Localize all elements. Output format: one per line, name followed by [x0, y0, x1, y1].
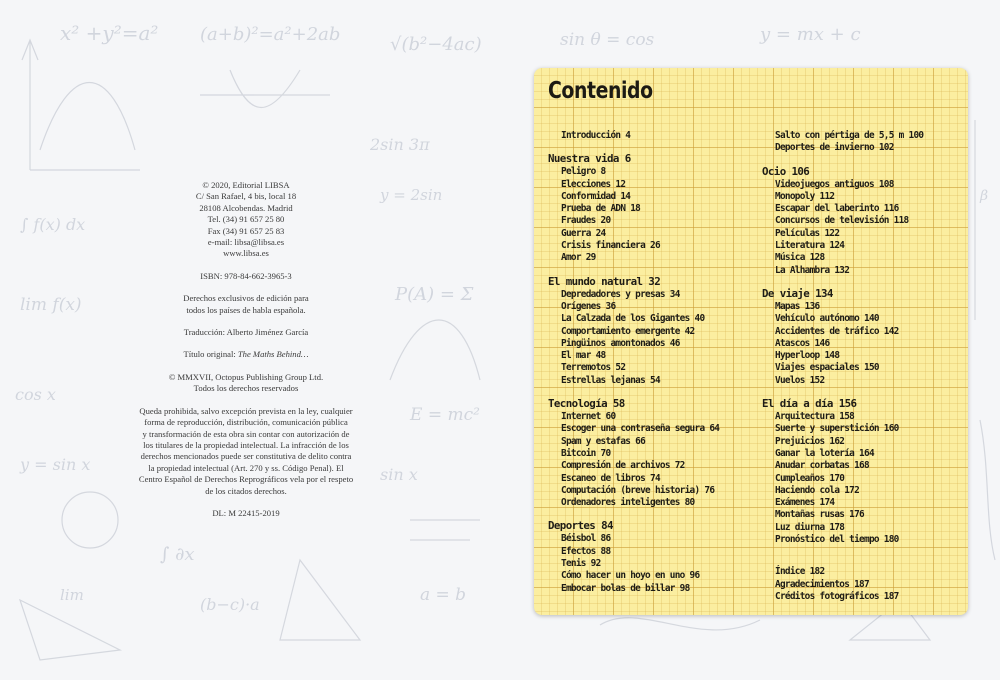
toc-item: Estrellas lejanas 54	[561, 374, 660, 386]
toc-section-heading: De viaje 134	[762, 286, 833, 300]
toc-item: Luz diurna 178	[775, 521, 845, 533]
legal-line: forma de reproducción, distribución, comunicación pública	[144, 417, 348, 428]
rights-line: Derechos exclusivos de edición para	[183, 293, 309, 304]
legal-notice	[128, 406, 364, 497]
toc-item: Anudar corbatas 168	[775, 460, 869, 472]
toc-section-el-dia-a-dia	[762, 397, 962, 546]
publisher-line: C/ San Rafael, 4 bis, local 18	[195, 191, 297, 202]
toc-item: Accidentes de tráfico 142	[775, 325, 899, 337]
svg-text:∫ f(x) dx: ∫ f(x) dx	[20, 215, 86, 234]
toc-item: La Alhambra 132	[775, 264, 850, 276]
toc-section-nuestra-vida	[548, 152, 753, 264]
svg-text:a = b: a = b	[420, 585, 467, 605]
svg-text:x² +y²=a²: x² +y²=a²	[60, 21, 159, 45]
toc-item: Internet 60	[561, 411, 616, 423]
legal-deposit	[128, 508, 364, 519]
toc-item: Películas 122	[775, 227, 840, 239]
toc-item: Amor 29	[561, 252, 596, 264]
svg-text:P(A) = Σ: P(A) = Σ	[395, 284, 474, 305]
toc-section-ocio	[762, 165, 962, 277]
contents-title: Contenido	[548, 78, 653, 104]
toc-item: Deportes de invierno 102	[775, 142, 894, 154]
toc-item: Concursos de televisión 118	[775, 215, 909, 227]
toc-item: Efectos 88	[561, 545, 611, 557]
toc-item: Haciendo cola 172	[775, 484, 860, 496]
toc-section-deportes	[548, 519, 753, 594]
svg-text:y = 2sin: y = 2sin	[380, 186, 443, 204]
toc-item: Comportamiento emergente 42	[561, 325, 695, 337]
original-title-label: Título original:	[183, 349, 238, 360]
toc-item: Pingüinos amontonados 46	[561, 337, 680, 349]
legal-line: de los citados derechos.	[205, 485, 287, 496]
publisher-info	[128, 180, 364, 260]
toc-item: Vehículo autónomo 140	[775, 313, 879, 325]
copyright-page	[128, 180, 364, 530]
rights-notice	[128, 293, 364, 316]
toc-item: Vuelos 152	[775, 374, 825, 386]
toc-item: Arquitectura 158	[775, 411, 855, 423]
toc-section-heading: Ocio 106	[762, 164, 810, 178]
svg-text:lim: lim	[60, 586, 84, 604]
svg-text:2sin 3π: 2sin 3π	[370, 135, 430, 154]
toc-item: Mapas 136	[775, 300, 820, 312]
publisher-line: www.libsa.es	[223, 248, 269, 259]
publisher-line: 28108 Alcobendas. Madrid	[199, 202, 293, 213]
toc-item: Introducción 4	[561, 130, 631, 141]
original-title	[128, 349, 364, 360]
toc-item: Bitcoin 70	[561, 447, 611, 459]
svg-text:E = mc²: E = mc²	[410, 405, 480, 425]
toc-item: La Calzada de los Gigantes 40	[561, 313, 705, 325]
legal-line: derechos mencionados puede ser constitutiva de delito contra	[140, 451, 352, 462]
toc-section-heading: Nuestra vida 6	[548, 152, 631, 166]
svg-text:√(b²−4ac): √(b²−4ac)	[390, 34, 482, 55]
legal-line: los titulares de la propiedad intelectual. La infracción de los	[143, 439, 349, 450]
toc-item: Salto con pértiga de 5,5 m 100	[775, 130, 924, 141]
toc-item: Depredadores y presas 34	[561, 288, 680, 300]
copyright-owner-line: Todos los derechos reservados	[193, 383, 299, 394]
toc-item: Suerte y superstición 160	[775, 423, 899, 435]
toc-item: Música 128	[775, 252, 825, 264]
translation-credit	[128, 327, 364, 338]
svg-text:cos x: cos x	[15, 385, 56, 404]
spacer	[762, 556, 962, 566]
toc-item: Béisbol 86	[561, 533, 611, 545]
toc-item: Escapar del laberinto 116	[775, 203, 899, 215]
toc-item: Exámenes 174	[775, 497, 835, 509]
toc-item: Crisis financiera 26	[561, 240, 660, 252]
contents-card	[534, 68, 968, 615]
svg-text:sin x: sin x	[380, 465, 418, 484]
toc-item: Escoger una contraseña segura 64	[561, 423, 720, 435]
publisher-line: e-mail: libsa@libsa.es	[207, 237, 285, 248]
legal-line: Centro Español de Derechos Reprográficos vela por el respeto	[138, 474, 354, 485]
toc-item: Monopoly 112	[775, 190, 835, 202]
toc-item: Conformidad 14	[561, 190, 631, 202]
toc-item: Embocar bolas de billar 98	[561, 582, 690, 594]
toc-item: El mar 48	[561, 350, 606, 362]
svg-text:y = mx + c: y = mx + c	[760, 24, 861, 45]
svg-text:∫ ∂x: ∫ ∂x	[160, 544, 195, 565]
copyright-owner	[128, 372, 364, 395]
legal-line: Queda prohibida, salvo excepción prevista en la ley, cualquier	[139, 405, 353, 416]
toc-item: Créditos fotográficos 187	[775, 590, 899, 602]
toc-item: Terremotos 52	[561, 362, 626, 374]
toc-item: Elecciones 12	[561, 178, 626, 190]
svg-text:y = sin x: y = sin x	[20, 455, 91, 474]
publisher-line: Fax (34) 91 657 25 83	[207, 225, 285, 236]
toc-intro	[548, 130, 753, 142]
toc-item: Hyperloop 148	[775, 350, 840, 362]
isbn-text: ISBN: 978-84-662-3965-3	[200, 270, 292, 281]
svg-text:β: β	[980, 188, 989, 204]
toc-item: Pronóstico del tiempo 180	[775, 534, 899, 546]
toc-item: Peligro 8	[561, 166, 606, 178]
toc-item: Computación (breve historia) 76	[561, 484, 715, 496]
toc-back-matter	[762, 566, 962, 603]
toc-item: Videojuegos antiguos 108	[775, 178, 894, 190]
translation-text: Traducción: Alberto Jiménez García	[183, 327, 309, 338]
toc-item: Prejuicios 162	[775, 435, 845, 447]
toc-item: Agradecimientos 187	[775, 578, 869, 590]
toc-section-heading: Tecnología 58	[548, 397, 625, 411]
toc-section-heading: El día a día 156	[762, 397, 857, 411]
toc-item: Orígenes 36	[561, 300, 616, 312]
legal-line: la propiedad intelectual (Art. 270 y ss. Código Penal). El	[148, 462, 344, 473]
publisher-line: © 2020, Editorial LIBSA	[202, 180, 290, 190]
toc-item: Índice 182	[775, 566, 825, 578]
toc-item: Escaneo de libros 74	[561, 472, 660, 484]
toc-item: Guerra 24	[561, 227, 606, 239]
isbn	[128, 271, 364, 282]
copyright-owner-line: © MMXVII, Octopus Publishing Group Ltd.	[168, 371, 324, 382]
toc-section-el-mundo-natural	[548, 275, 753, 387]
legal-line: y transformación de esta obra sin contar con autorización de	[142, 428, 350, 439]
contents-column-right	[762, 130, 962, 603]
toc-item: Prueba de ADN 18	[561, 203, 641, 215]
svg-text:(b−c)·a: (b−c)·a	[200, 595, 260, 614]
toc-continued	[762, 130, 962, 155]
toc-item: Tenis 92	[561, 558, 601, 570]
original-title-text: The Maths Behind…	[237, 349, 309, 360]
svg-text:lim f(x): lim f(x)	[20, 295, 82, 315]
toc-item: Ganar la lotería 164	[775, 447, 874, 459]
toc-section-de-viaje	[762, 287, 962, 387]
toc-item: Compresión de archivos 72	[561, 460, 685, 472]
toc-item: Montañas rusas 176	[775, 509, 864, 521]
svg-text:(a+b)²=a²+2ab: (a+b)²=a²+2ab	[200, 24, 341, 45]
rights-line: todos los países de habla española.	[186, 304, 306, 315]
toc-section-heading: Deportes 84	[548, 519, 613, 533]
toc-item: Cumpleaños 170	[775, 472, 845, 484]
toc-section-tecnologia	[548, 397, 753, 509]
contents-column-left	[548, 130, 753, 595]
toc-item: Cómo hacer un hoyo en uno 96	[561, 570, 700, 582]
legal-deposit-text: DL: M 22415-2019	[212, 507, 280, 518]
svg-text:sin θ = cos: sin θ = cos	[560, 30, 655, 50]
toc-section-heading: El mundo natural 32	[548, 274, 661, 288]
toc-item: Spam y estafas 66	[561, 435, 646, 447]
toc-item: Literatura 124	[775, 240, 845, 252]
toc-item: Ordenadores inteligentes 80	[561, 497, 695, 509]
toc-item: Viajes espaciales 150	[775, 362, 879, 374]
toc-item: Fraudes 20	[561, 215, 611, 227]
publisher-line: Tel. (34) 91 657 25 80	[207, 214, 285, 225]
toc-item: Atascos 146	[775, 337, 830, 349]
